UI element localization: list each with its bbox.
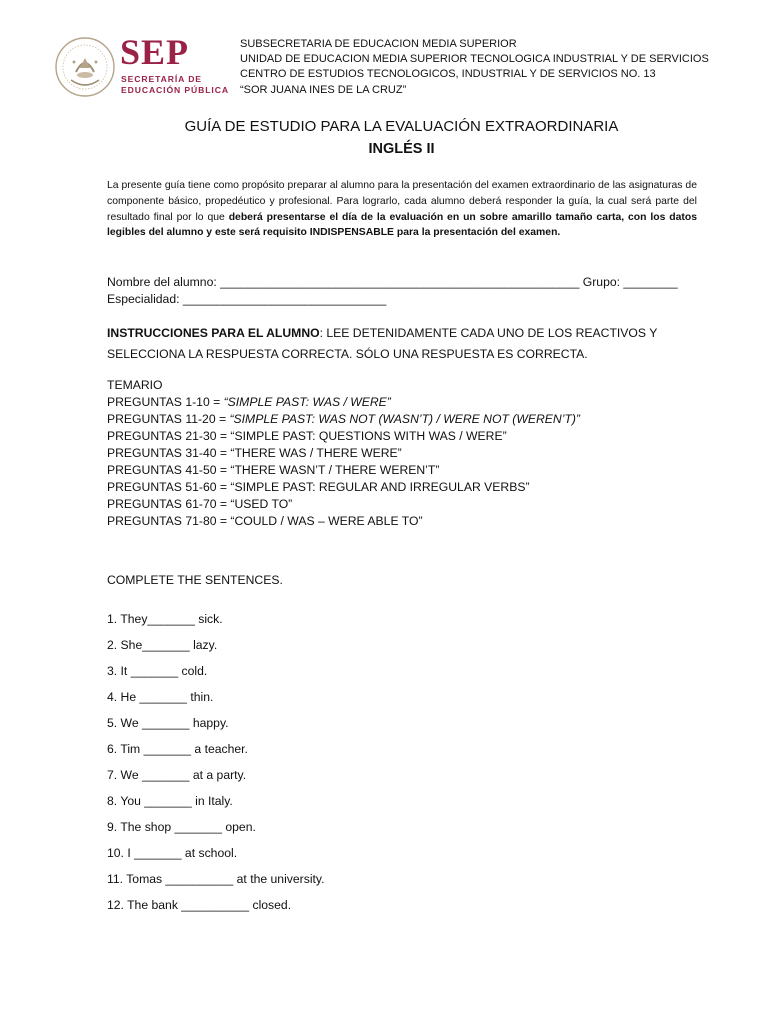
exercise-item: 3. It _______ cold. bbox=[107, 664, 208, 678]
temario-item: PREGUNTAS 21-30 = “SIMPLE PAST: QUESTIONS WITH WAS / WERE” bbox=[107, 429, 507, 443]
exercise-item: 6. Tim _______ a teacher. bbox=[107, 742, 248, 756]
exercise-item: 10. I _______ at school. bbox=[107, 846, 238, 860]
temario-item: PREGUNTAS 1-10 = “SIMPLE PAST: WAS / WERE” bbox=[107, 395, 391, 409]
exercise-item: 12. The bank __________ closed. bbox=[107, 898, 292, 912]
exercise-item: 7. We _______ at a party. bbox=[107, 768, 247, 782]
exercise-item: 2. She_______ lazy. bbox=[107, 638, 218, 652]
temario-heading: TEMARIO bbox=[107, 378, 163, 392]
exercise-item: 8. You _______ in Italy. bbox=[107, 794, 233, 808]
instructions-label: INSTRUCCIONES PARA EL ALUMNO bbox=[107, 326, 320, 340]
instructions-block bbox=[107, 323, 701, 364]
instructions-text: : LEE DETENIDAMENTE CADA UNO DE LOS REACTIVOS Y SELECCIONA LA RESPUESTA CORRECTA. SÓLO UNA RESPUESTA ES CORRECTA. bbox=[107, 326, 658, 361]
temario-item: PREGUNTAS 71-80 = “COULD / WAS – WERE ABLE TO” bbox=[107, 514, 423, 528]
temario-item: PREGUNTAS 61-70 = “USED TO” bbox=[107, 497, 293, 511]
exercise-heading: COMPLETE THE SENTENCES. bbox=[107, 573, 283, 587]
institution-line: “SOR JUANA INES DE LA CRUZ” bbox=[240, 83, 407, 96]
intro-paragraph bbox=[107, 178, 697, 241]
intro-text: La presente guía tiene como propósito preparar al alumno para la presentación del examen extraordinario de las asignaturas de componente básico, propedéutico y profesional. Para lograrlo, cada alumno deberá responder la guía, la cual será parte del resultado final por lo que bbox=[107, 180, 697, 223]
specialty-line: Especialidad: ______________________________ bbox=[107, 292, 387, 306]
exercise-item: 1. They_______ sick. bbox=[107, 612, 223, 626]
temario-item: PREGUNTAS 31-40 = “THERE WAS / THERE WERE” bbox=[107, 446, 402, 460]
document-subtitle: INGLÉS II bbox=[368, 141, 435, 157]
sep-logo-subtitle: SECRETARÍA DE EDUCACIÓN PÚBLICA bbox=[121, 74, 229, 95]
intro-bold-text: deberá presentarse el día de la evaluación en un sobre amarillo tamaño carta, con los datos legibles del alumno y este será requisito INDISPENSABLE para la presentación del examen. bbox=[107, 211, 697, 239]
exercise-list bbox=[107, 612, 325, 924]
exercise-item: 4. He _______ thin. bbox=[107, 690, 214, 704]
institution-line: UNIDAD DE EDUCACION MEDIA SUPERIOR TECNOLOGICA INDUSTRIAL Y DE SERVICIOS bbox=[240, 53, 709, 66]
temario-item: PREGUNTAS 11-20 = “SIMPLE PAST: WAS NOT (WASN’T) / WERE NOT (WEREN’T)” bbox=[107, 412, 580, 426]
institution-header bbox=[240, 37, 709, 98]
institution-line: SUBSECRETARIA DE EDUCACION MEDIA SUPERIOR bbox=[240, 38, 517, 50]
temario-section bbox=[107, 377, 580, 530]
sep-logo-text: SEP bbox=[120, 32, 190, 72]
temario-item: PREGUNTAS 51-60 = “SIMPLE PAST: REGULAR AND IRREGULAR VERBS” bbox=[107, 480, 530, 494]
document-title: GUÍA DE ESTUDIO PARA LA EVALUACIÓN EXTRAORDINARIA bbox=[184, 118, 619, 135]
exercise-item: 9. The shop _______ open. bbox=[107, 820, 256, 834]
institution-line: CENTRO DE ESTUDIOS TECNOLOGICOS, INDUSTRIAL Y DE SERVICIOS NO. 13 bbox=[240, 68, 656, 81]
exercise-item: 11. Tomas __________ at the university. bbox=[107, 872, 325, 886]
student-name-line: Nombre del alumno: _____________________________________________________ Grupo: ________ bbox=[107, 275, 678, 289]
temario-item: PREGUNTAS 41-50 = “THERE WASN’T / THERE WEREN’T” bbox=[107, 463, 440, 477]
exercise-item: 5. We _______ happy. bbox=[107, 716, 229, 730]
coat-of-arms-seal-icon bbox=[54, 36, 116, 98]
